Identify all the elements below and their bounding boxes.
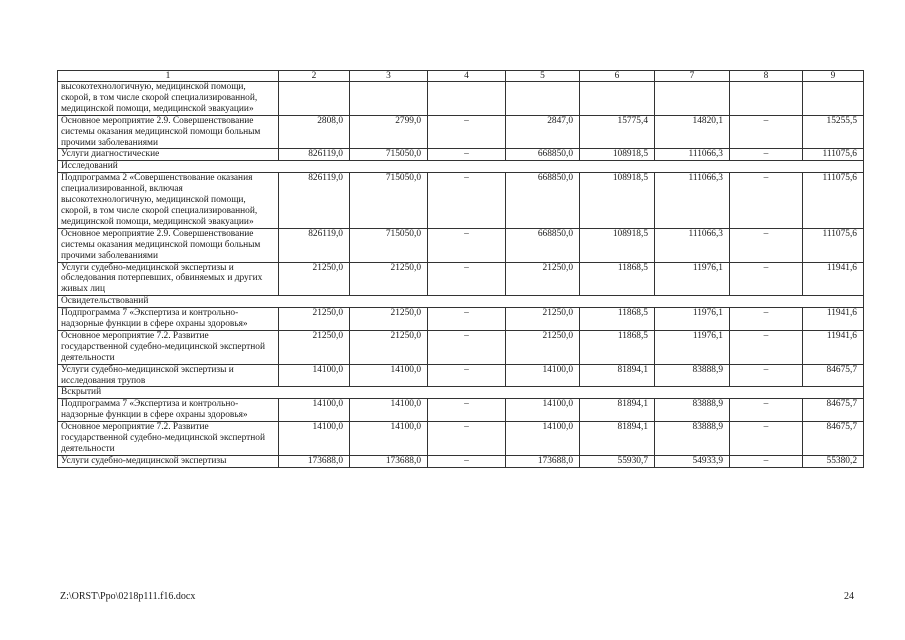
table-cell: – xyxy=(730,149,803,161)
footer-file-path: Z:\ORST\Ppo\0218p111.f16.docx xyxy=(60,591,196,602)
table-cell: 111075,6 xyxy=(803,149,864,161)
table-cell: 173688,0 xyxy=(350,455,428,467)
table-cell: 2847,0 xyxy=(506,115,580,149)
table-cell: 668850,0 xyxy=(506,228,580,262)
table-cell: 84675,7 xyxy=(803,364,864,387)
table-cell: 84675,7 xyxy=(803,422,864,456)
table-cell: 84675,7 xyxy=(803,399,864,422)
table-cell: 14100,0 xyxy=(279,364,350,387)
table-row xyxy=(58,455,864,467)
table-cell: 2799,0 xyxy=(350,115,428,149)
table-cell: 111066,3 xyxy=(655,149,730,161)
table-cell: 826119,0 xyxy=(279,228,350,262)
table-cell: 11976,1 xyxy=(655,330,730,364)
table-cell: 14100,0 xyxy=(506,399,580,422)
column-header: 3 xyxy=(350,71,428,82)
table-row xyxy=(58,262,864,296)
table-cell: 14820,1 xyxy=(655,115,730,149)
table-cell: 108918,5 xyxy=(580,149,655,161)
table-cell: – xyxy=(730,422,803,456)
table-cell: – xyxy=(428,364,506,387)
table-cell: 668850,0 xyxy=(506,173,580,229)
table-cell: 14100,0 xyxy=(279,422,350,456)
table-cell: 21250,0 xyxy=(350,308,428,331)
table-cell: – xyxy=(428,399,506,422)
table-cell: – xyxy=(730,173,803,229)
table-cell: 21250,0 xyxy=(279,330,350,364)
table-cell: 21250,0 xyxy=(279,262,350,296)
column-header: 9 xyxy=(803,71,864,82)
table-cell: 55930,7 xyxy=(580,455,655,467)
table-cell: – xyxy=(428,422,506,456)
table-cell: 21250,0 xyxy=(506,308,580,331)
table-cell: 21250,0 xyxy=(506,262,580,296)
table-cell: 11941,6 xyxy=(803,308,864,331)
table-row xyxy=(58,364,864,387)
table-cell: 81894,1 xyxy=(580,399,655,422)
table-cell: – xyxy=(730,228,803,262)
row-label: Услуги судебно-медицинской экспертизы и исследования трупов xyxy=(58,364,279,387)
table-cell: – xyxy=(428,262,506,296)
table-cell: 668850,0 xyxy=(506,149,580,161)
table-cell: 14100,0 xyxy=(279,399,350,422)
table-cell: 21250,0 xyxy=(350,330,428,364)
category-label: Вскрытий xyxy=(58,387,864,399)
table-body xyxy=(58,71,864,468)
table-cell: 715050,0 xyxy=(350,228,428,262)
column-header: 6 xyxy=(580,71,655,82)
table-cell xyxy=(279,82,350,116)
table-cell: 54933,9 xyxy=(655,455,730,467)
table-cell: 83888,9 xyxy=(655,364,730,387)
table-cell: 715050,0 xyxy=(350,173,428,229)
table-cell: – xyxy=(730,308,803,331)
table-cell: 11976,1 xyxy=(655,308,730,331)
table-cell: 173688,0 xyxy=(506,455,580,467)
row-label: Основное мероприятие 2.9. Совершенствование системы оказания медицинской помощи больным прочими заболеваниями xyxy=(58,115,279,149)
table-cell: 21250,0 xyxy=(506,330,580,364)
table-cell: – xyxy=(730,262,803,296)
table-cell: – xyxy=(428,115,506,149)
table-cell: 55380,2 xyxy=(803,455,864,467)
row-label: Услуги диагностические xyxy=(58,149,279,161)
category-label: Исследований xyxy=(58,161,864,173)
table-row xyxy=(58,149,864,161)
table-cell: 11976,1 xyxy=(655,262,730,296)
table-cell xyxy=(580,82,655,116)
table-row xyxy=(58,228,864,262)
table-cell xyxy=(350,82,428,116)
table-cell: 108918,5 xyxy=(580,228,655,262)
table-cell: 108918,5 xyxy=(580,173,655,229)
table-row xyxy=(58,82,864,116)
table-row xyxy=(58,330,864,364)
table-cell: – xyxy=(730,399,803,422)
column-header: 2 xyxy=(279,71,350,82)
row-label: Подпрограмма 7 «Экспертиза и контрольно-надзорные функции в сфере охраны здоровья» xyxy=(58,399,279,422)
table-cell: 14100,0 xyxy=(506,422,580,456)
table-cell: 11868,5 xyxy=(580,262,655,296)
table-row xyxy=(58,296,864,308)
row-label: Подпрограмма 7 «Экспертиза и контрольно-надзорные функции в сфере охраны здоровья» xyxy=(58,308,279,331)
table-cell: 83888,9 xyxy=(655,399,730,422)
table-cell: – xyxy=(730,455,803,467)
column-header: 5 xyxy=(506,71,580,82)
row-label: высокотехнологичную, медицинской помощи, скорой, в том числе скорой специализированной, медицинской помощи, медицинской эвакуации» xyxy=(58,82,279,116)
table-cell: 15255,5 xyxy=(803,115,864,149)
table-cell: 2808,0 xyxy=(279,115,350,149)
table-row xyxy=(58,308,864,331)
table-cell: – xyxy=(428,173,506,229)
table-cell: 111066,3 xyxy=(655,228,730,262)
table-cell: 14100,0 xyxy=(350,422,428,456)
table-cell: 83888,9 xyxy=(655,422,730,456)
table-row xyxy=(58,422,864,456)
table-cell: – xyxy=(428,149,506,161)
column-header: 1 xyxy=(58,71,279,82)
table-cell: – xyxy=(428,308,506,331)
row-label: Услуги судебно-медицинской экспертизы и обследования потерпевших, обвиняемых и других живых лиц xyxy=(58,262,279,296)
table-cell: 15775,4 xyxy=(580,115,655,149)
table-cell: 14100,0 xyxy=(350,364,428,387)
row-label: Услуги судебно-медицинской экспертизы xyxy=(58,455,279,467)
table-cell: 21250,0 xyxy=(350,262,428,296)
table-cell: 14100,0 xyxy=(506,364,580,387)
table-cell: 826119,0 xyxy=(279,149,350,161)
table-cell: – xyxy=(730,330,803,364)
row-label: Основное мероприятие 7.2. Развитие государственной судебно-медицинской экспертной деятельности xyxy=(58,330,279,364)
table-cell: 111075,6 xyxy=(803,228,864,262)
row-label: Основное мероприятие 7.2. Развитие государственной судебно-медицинской экспертной деятельности xyxy=(58,422,279,456)
table-cell: 14100,0 xyxy=(350,399,428,422)
table-row xyxy=(58,173,864,229)
table-cell xyxy=(803,82,864,116)
table-row xyxy=(58,387,864,399)
table-cell: 21250,0 xyxy=(279,308,350,331)
header-row xyxy=(58,71,864,82)
table-cell: 11868,5 xyxy=(580,330,655,364)
table-cell: 11941,6 xyxy=(803,262,864,296)
category-label: Освидетельствований xyxy=(58,296,864,308)
table-row xyxy=(58,115,864,149)
table-row xyxy=(58,399,864,422)
page-number: 24 xyxy=(844,591,854,602)
table-cell xyxy=(730,82,803,116)
table-cell: 11868,5 xyxy=(580,308,655,331)
table-cell: – xyxy=(730,115,803,149)
table-cell: – xyxy=(730,364,803,387)
column-header: 7 xyxy=(655,71,730,82)
table-cell: 826119,0 xyxy=(279,173,350,229)
table-cell: – xyxy=(428,330,506,364)
table-cell: 111075,6 xyxy=(803,173,864,229)
table-row xyxy=(58,161,864,173)
table-cell: 11941,6 xyxy=(803,330,864,364)
row-label: Подпрограмма 2 «Совершенствование оказания специализированной, включая высокотехнологичную, медицинской помощи, скорой, в том числе скорой специализированной, медицинской помощи, медицинской эвакуации» xyxy=(58,173,279,229)
table-cell: 111066,3 xyxy=(655,173,730,229)
row-label: Основное мероприятие 2.9. Совершенствование системы оказания медицинской помощи больным прочими заболеваниями xyxy=(58,228,279,262)
budget-table xyxy=(57,70,864,468)
table-cell xyxy=(428,82,506,116)
table-cell: 715050,0 xyxy=(350,149,428,161)
table-cell xyxy=(655,82,730,116)
table-cell: – xyxy=(428,228,506,262)
table-cell xyxy=(506,82,580,116)
table-cell: – xyxy=(428,455,506,467)
table-cell: 81894,1 xyxy=(580,364,655,387)
table-cell: 81894,1 xyxy=(580,422,655,456)
column-header: 4 xyxy=(428,71,506,82)
table-cell: 173688,0 xyxy=(279,455,350,467)
column-header: 8 xyxy=(730,71,803,82)
